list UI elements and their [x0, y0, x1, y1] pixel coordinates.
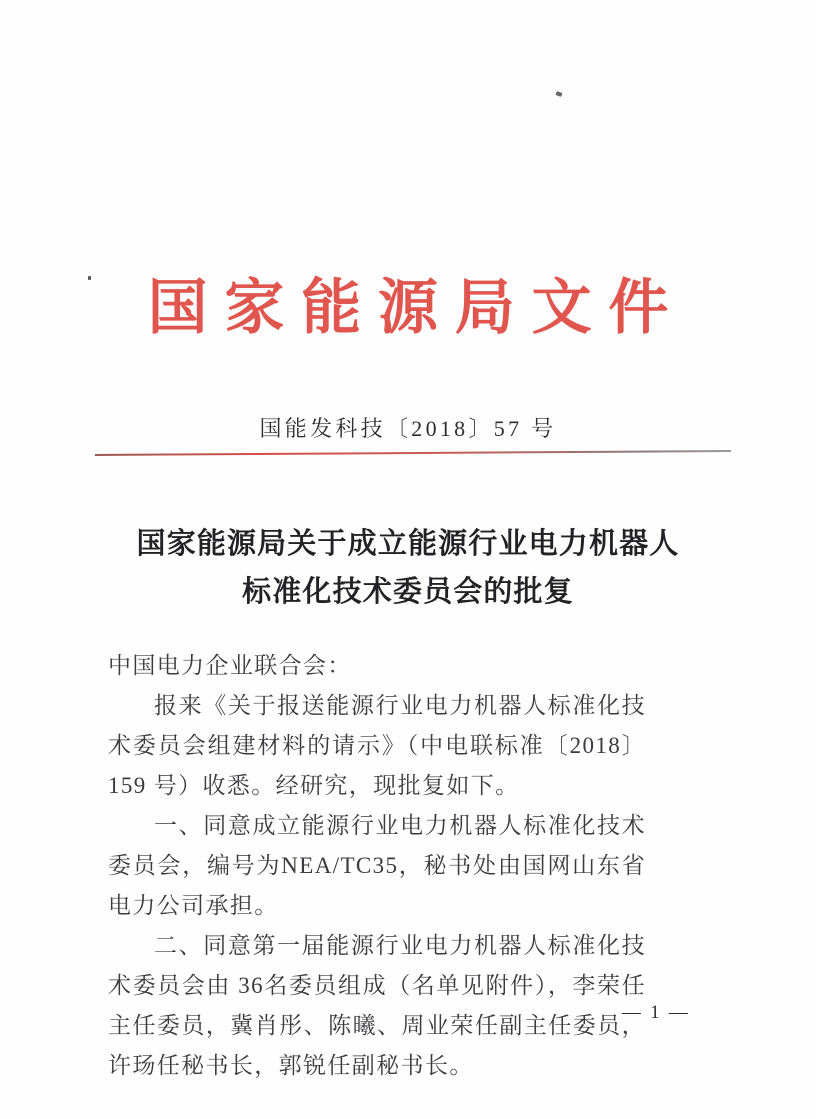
document-title-line-1: 国家能源局关于成立能源行业电力机器人 [136, 528, 680, 560]
body-paragraph-intro: 报来《关于报送能源行业电力机器人标准化技术委员会组建材料的请示》（中电联标准〔2018〕159 号）收悉。经研究，现批复如下。 [108, 693, 646, 798]
body-paragraph-item-2: 二、同意第一届能源行业电力机器人标准化技术委员会由 36名委员组成（名单见附件），李荣任主任委员，冀肖彤、陈曦、周业荣任副主任委员，许玚任秘书长，郭锐任副秘书长。 [108, 933, 646, 1078]
agency-letterhead: 国家能源局文件 [147, 275, 686, 341]
salutation-line: 中国电力企业联合会： [108, 653, 352, 678]
body-paragraph-item-1: 一、同意成立能源行业电力机器人标准化技术委员会，编号为NEA/TC35，秘书处由国网山东省电力公司承担。 [108, 813, 646, 918]
letterhead-divider-line [95, 450, 731, 456]
document-title [0, 520, 816, 616]
document-title-line-2: 标准化技术委员会的批复 [242, 576, 574, 608]
page-number: — 1 — [621, 1002, 691, 1023]
scan-speck [555, 91, 562, 97]
document-reference-number: 国能发科技〔2018〕57 号 [259, 416, 557, 441]
document-body [108, 646, 646, 1086]
